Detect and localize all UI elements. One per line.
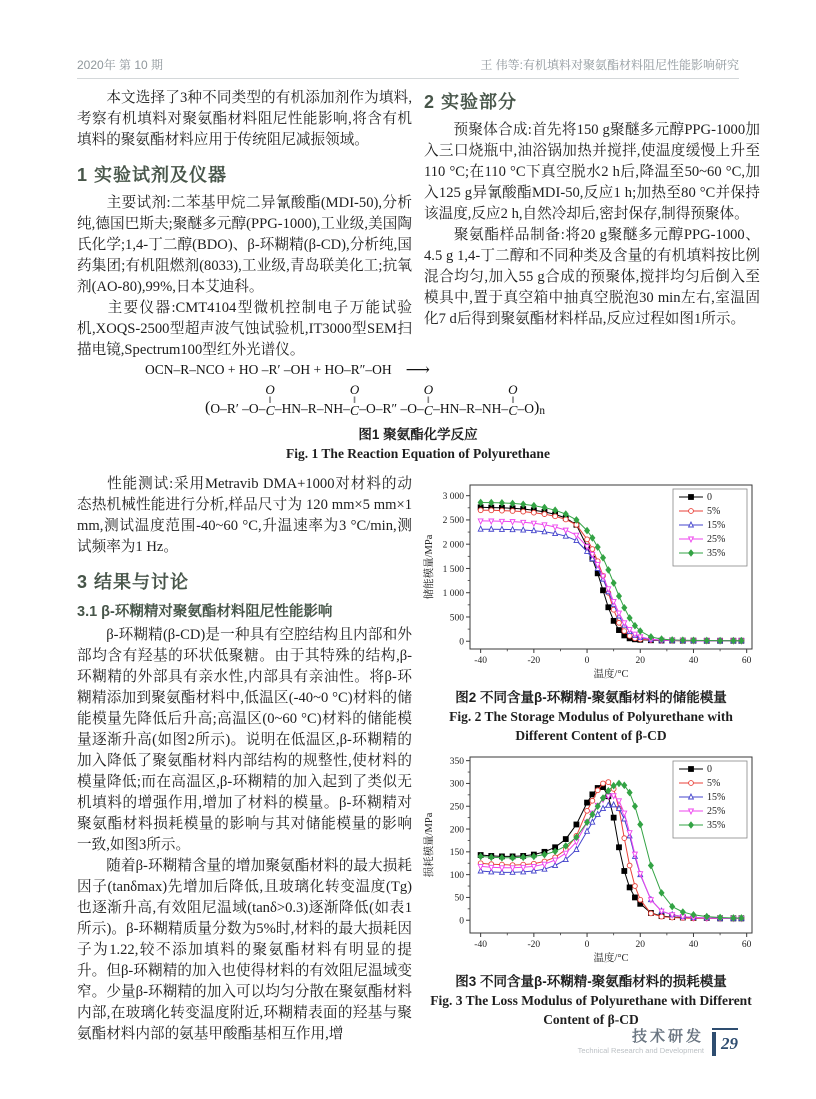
page-footer [578, 1028, 738, 1056]
carbonyl-group: O ‖ C [508, 382, 518, 418]
page-header [77, 56, 739, 73]
section1-paragraph-1: 主要试剂:二苯基甲烷二异氰酸酯(MDI-50),分析纯,德国巴斯夫;聚醚多元醇(PPG-1000),工业级,美国陶氏化学;1,4-丁二醇(BDO)、β-环糊精(β-CD),分析纯,国药集团;有机阻燃剂(8033),工业级,青岛联美化工;抗氧剂(AO-80),99%,日本艾迪科。 [77, 195, 412, 295]
svg-text:温度/°C: 温度/°C [593, 953, 629, 964]
svg-text:损耗模量/MPa: 损耗模量/MPa [424, 812, 435, 878]
loss-modulus-chart [422, 751, 760, 965]
left-column-top [77, 88, 412, 361]
svg-text:300: 300 [449, 779, 464, 790]
svg-text:35%: 35% [707, 548, 726, 559]
svg-text:0: 0 [707, 492, 712, 503]
page-number-bar [712, 1032, 716, 1056]
svg-text:200: 200 [449, 825, 464, 836]
svg-text:-20: -20 [527, 656, 541, 666]
svg-text:0: 0 [459, 916, 464, 927]
reaction-arrow-icon: ⟶ [405, 360, 429, 379]
page-number: 29 [721, 1034, 738, 1053]
svg-text:2 500: 2 500 [442, 516, 464, 527]
section3-paragraph-1: β-环糊精(β-CD)是一种具有空腔结构且内部和外部均含有羟基的环状低聚糖。由于其特殊的结构,β-环糊精的外部具有亲水性,内部具有亲油性。将β-环糊精添加到聚氨酯材料中,低温区(-40~0 °C)材料的储能模量先降低后升高;高温区(0~60 °C)材料的储能模量逐渐升高(如图2所示)。说明在低温区,β-环糊精的加入降低了聚氨酯材料内部结构的规整性,使材料的模量降低;而在高温区,β-环糊精的加入起到了类似无机填料的增强作用,增加了材料的模量。β-环糊精对聚氨酯材料损耗模量的影响与其对储能模量的影响一致,如图3所示。 [77, 627, 412, 853]
svg-text:50: 50 [454, 893, 464, 904]
svg-text:5%: 5% [707, 778, 721, 789]
svg-text:0: 0 [459, 637, 464, 648]
figure3-caption-en-1: Fig. 3 The Loss Modulus of Polyurethane with Different [430, 993, 752, 1008]
svg-text:60: 60 [741, 940, 752, 950]
intro-paragraph: 本文选择了3种不同类型的有机添加剂作为填料,考察有机填料对聚氨酯材料阻尼性能影响,将含有机填料的聚氨酯材料应用于传统阻尼减振领域。 [77, 90, 412, 148]
section2-paragraph-2: 聚氨酯样品制备:将20 g聚醚多元醇PPG-1000、4.5 g 1,4-丁二醇和不同种类及含量的有机填料按比例混合均匀,加入55 g合成的预聚体,搅拌均匀后倒入至模具中,置于真空箱中抽真空脱泡30 min左右,室温固化7 d后得到聚氨酯材料样品,反应过程如图1所示。 [424, 227, 760, 327]
svg-text:250: 250 [449, 802, 464, 813]
figure3-caption [422, 972, 760, 1029]
svg-text:温度/°C: 温度/°C [593, 669, 629, 680]
figure1-caption [77, 425, 759, 463]
carbonyl-group: O ‖ C [265, 382, 275, 418]
equation-line2: ( O–R′ –O– O ‖ C –HN–R–NH– O ‖ C –O–R″ –O– O ‖ C –HN–R–NH– O ‖ C –O ) $_n$ [205, 382, 545, 418]
svg-text:-40: -40 [474, 656, 487, 666]
svg-text:-20: -20 [527, 940, 541, 950]
svg-text:5%: 5% [707, 506, 721, 517]
svg-text:20: 20 [635, 940, 646, 950]
figure3-caption-en-2: Content of β-CD [543, 1012, 639, 1027]
figure1-caption-zh: 图1 聚氨酯化学反应 [358, 427, 478, 442]
figure2-caption [422, 688, 760, 745]
performance-paragraph: 性能测试:采用Metravib DMA+1000对材料的动态热机械性能进行分析,样品尺寸为 120 mm×5 mm×1 mm,测试温度范围-40~60 °C,升温速率为3 °C/min,测试频率为1 Hz。 [77, 476, 412, 555]
svg-text:-40: -40 [474, 940, 487, 950]
carbonyl-group: O ‖ C [423, 382, 434, 418]
carbonyl-group: O ‖ C [349, 382, 360, 418]
footer-section-en: Technical Research and Development [577, 1046, 704, 1055]
svg-text:100: 100 [449, 870, 464, 881]
svg-text:350: 350 [449, 756, 464, 767]
right-column-top [424, 88, 760, 330]
section3-1-subheading: 3.1 β-环糊精对聚氨酯材料阻尼性能影响 [77, 604, 333, 620]
svg-text:40: 40 [688, 656, 699, 666]
footer-section-zh: 技术研发 [631, 1028, 704, 1045]
svg-text:40: 40 [688, 940, 699, 950]
figure2-caption-en-2: Different Content of β-CD [515, 728, 667, 743]
section1-heading: 1 实验试剂及仪器 [77, 165, 228, 185]
svg-text:1 500: 1 500 [442, 564, 464, 575]
header-rule [77, 78, 739, 79]
equation-line1: OCN–R–NCO + HO –R′ –OH + HO–R″–OH ⟶ [145, 360, 429, 379]
page-number-box [712, 1028, 738, 1056]
section2-paragraph-1: 预聚体合成:首先将150 g聚醚多元醇PPG-1000加入三口烧瓶中,油浴锅加热并搅拌,使温度缓慢上升至110 °C;在110 °C下真空脱水2 h后,降温至50~60 °C,加入125 g异氰酸酯MDI-50,反应1 h;加热至80 °C并保持该温度,反应2 h,自然冷却后,密封保存,制得预聚体。 [424, 122, 760, 222]
figure1-reaction-equation [77, 360, 759, 463]
svg-text:25%: 25% [707, 534, 726, 545]
svg-text:60: 60 [741, 656, 752, 666]
svg-text:2 000: 2 000 [442, 540, 464, 551]
svg-text:0: 0 [707, 764, 712, 775]
section1-paragraph-2: 主要仪器:CMT4104型微机控制电子万能试验机,XOQS-2500型超声波气蚀试验机,IT3000型SEM扫描电镜,Spectrum100型红外光谱仪。 [77, 300, 412, 358]
reaction-equation [77, 360, 759, 417]
section3-heading: 3 结果与讨论 [77, 572, 190, 592]
svg-text:储能模量/MPa: 储能模量/MPa [424, 534, 435, 600]
svg-text:15%: 15% [707, 520, 726, 531]
svg-text:0: 0 [584, 940, 590, 950]
header-issue: 2020年 第 10 期 [77, 58, 164, 72]
svg-text:15%: 15% [707, 792, 726, 803]
figure3-caption-zh: 图3 不同含量β-环糊精-聚氨酯材料的损耗模量 [455, 974, 727, 989]
left-column-bottom [77, 474, 412, 1045]
repeat-subscript: n [539, 405, 545, 417]
storage-modulus-chart [422, 479, 760, 681]
svg-text:3 000: 3 000 [442, 491, 464, 502]
svg-text:150: 150 [449, 848, 464, 859]
figure2-caption-en-1: Fig. 2 The Storage Modulus of Polyurethane with [449, 709, 733, 724]
svg-text:1 000: 1 000 [442, 589, 464, 600]
svg-text:500: 500 [449, 613, 464, 624]
footer-section-label [578, 1028, 704, 1056]
svg-text:20: 20 [635, 656, 646, 666]
right-column-bottom [422, 479, 760, 1035]
figure1-caption-en: Fig. 1 The Reaction Equation of Polyurethane [286, 446, 550, 461]
svg-text:0: 0 [584, 656, 590, 666]
svg-text:35%: 35% [707, 820, 726, 831]
section3-paragraph-2: 随着β-环糊精含量的增加聚氨酯材料的最大损耗因子(tanδmax)先增加后降低,且玻璃化转变温度(Tg)也逐渐升高,有效阻尼温域(tanδ>0.3)逐渐降低(如表1所示)。β-环糊精质量分数为5%时,材料的最大损耗因子为1.22,较不添加填料的聚氨酯材料有明显的提升。但β-环糊精的加入也使得材料的有效阻尼温域变窄。少量β-环糊精的加入可以均匀分散在聚氨酯材料内部,在玻璃化转变温度附近,环糊精表面的羟基与聚氨酯材料内部的氨基甲酸酯基相互作用,增 [77, 858, 412, 1042]
svg-text:25%: 25% [707, 806, 726, 817]
section2-heading: 2 实验部分 [424, 92, 518, 112]
header-running-title: 王 伟等:有机填料对聚氨酯材料阻尼性能影响研究 [480, 58, 739, 72]
figure2-caption-zh: 图2 不同含量β-环糊精-聚氨酯材料的储能模量 [455, 690, 727, 705]
